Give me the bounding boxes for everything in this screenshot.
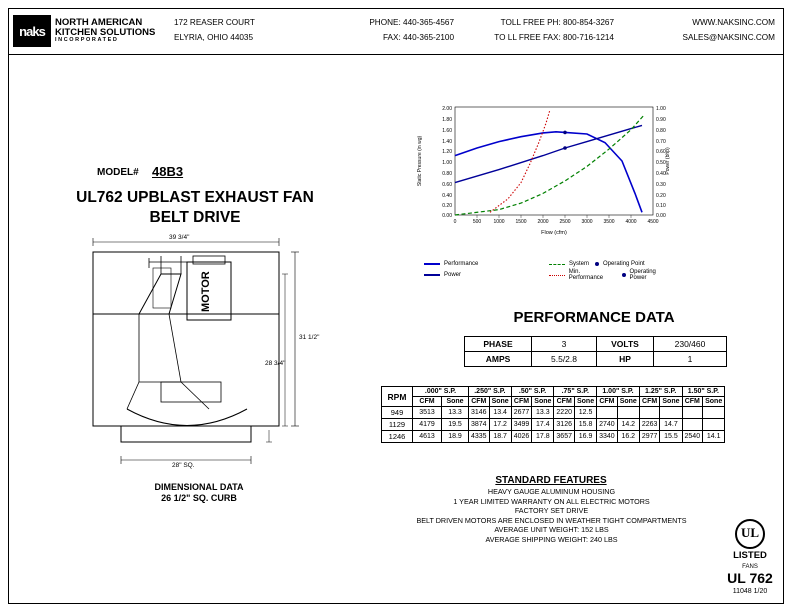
company-logo <box>13 13 158 49</box>
sone-subheader-2: Sone <box>532 397 554 407</box>
legend-label-power: Power <box>444 272 462 278</box>
svg-text:0.50: 0.50 <box>656 160 666 166</box>
table-header-row <box>382 387 725 397</box>
sp-header-0: .000" S.P. <box>413 387 469 397</box>
svg-text:4000: 4000 <box>625 219 637 225</box>
tollfree-phone-line: TOLL FREE PH: 800-854-3267 <box>500 18 614 27</box>
sp-header-5: 1.25" S.P. <box>639 387 682 397</box>
hp-label: HP <box>597 352 654 367</box>
standard-features-title: STANDARD FEATURES <box>495 475 607 486</box>
cell: 16.9 <box>574 431 596 443</box>
cell <box>703 419 725 431</box>
sone-subheader-4: Sone <box>617 397 639 407</box>
sp-header-3: .75" S.P. <box>554 387 597 397</box>
cell: 17.8 <box>532 431 554 443</box>
ul-logo-icon: UL <box>735 519 765 549</box>
company-web <box>649 15 775 45</box>
logo-line-3: INCORPORATED <box>55 37 119 44</box>
product-title-line-1: UL762 UPBLAST EXHAUST FAN <box>76 189 314 206</box>
sp-header-4: 1.00" S.P. <box>597 387 640 397</box>
svg-text:1.60: 1.60 <box>442 128 452 134</box>
cell <box>682 407 703 419</box>
company-phone <box>339 15 454 45</box>
ul-standard-label: UL 762 <box>727 570 773 586</box>
logo-text <box>55 18 155 44</box>
svg-text:1.00: 1.00 <box>656 106 666 112</box>
svg-text:0.00: 0.00 <box>656 213 666 219</box>
svg-text:0.10: 0.10 <box>656 203 666 209</box>
model-label: MODEL# <box>97 167 139 178</box>
svg-text:Power (bhp): Power (bhp) <box>665 147 671 175</box>
ul-fans-label: FANS <box>742 564 758 570</box>
cell: 13.3 <box>532 407 554 419</box>
svg-text:Static Pressure (in wg): Static Pressure (in wg) <box>417 135 423 187</box>
cell: 14.7 <box>660 419 682 431</box>
svg-text:3500: 3500 <box>603 219 615 225</box>
sp-header-2: .50" S.P. <box>511 387 554 397</box>
fan-curve-chart <box>407 101 677 251</box>
svg-text:0.70: 0.70 <box>656 139 666 145</box>
cell: 3126 <box>554 419 575 431</box>
cfm-subheader-2: CFM <box>511 397 532 407</box>
dim-base-label: 28" SQ. <box>172 462 195 469</box>
cell: 2540 <box>682 431 703 443</box>
cell: 2263 <box>639 419 660 431</box>
cell: 2220 <box>554 407 575 419</box>
cell: 2977 <box>639 431 660 443</box>
svg-text:0.90: 0.90 <box>656 117 666 123</box>
fan-curve-svg <box>407 101 677 251</box>
table-row <box>382 407 725 419</box>
svg-text:1000: 1000 <box>493 219 505 225</box>
table-row <box>465 337 727 352</box>
chart-legend <box>424 261 674 283</box>
cell: 17.4 <box>532 419 554 431</box>
svg-text:0.20: 0.20 <box>442 203 452 209</box>
feature-item: HEAVY GAUGE ALUMINUM HOUSING <box>487 487 616 496</box>
svg-text:1.20: 1.20 <box>442 149 452 155</box>
svg-text:0.00: 0.00 <box>442 213 452 219</box>
svg-text:0.60: 0.60 <box>656 149 666 155</box>
cell: 15.8 <box>574 419 596 431</box>
rpm-header: RPM <box>382 387 413 407</box>
product-title-line-2: BELT DRIVE <box>149 209 241 226</box>
document-code: 11048 1/20 <box>732 588 768 595</box>
svg-text:2500: 2500 <box>559 219 571 225</box>
svg-text:2.00: 2.00 <box>442 106 452 112</box>
svg-text:1500: 1500 <box>515 219 527 225</box>
svg-text:Flow (cfm): Flow (cfm) <box>541 230 567 236</box>
cell: 14.1 <box>703 431 725 443</box>
cell: 3499 <box>511 419 532 431</box>
volts-label: VOLTS <box>597 337 654 352</box>
svg-text:3000: 3000 <box>581 219 593 225</box>
cfm-subheader-0: CFM <box>413 397 442 407</box>
sone-subheader-5: Sone <box>660 397 682 407</box>
cell: 4613 <box>413 431 442 443</box>
ul-listed-label: LISTED <box>733 550 767 561</box>
legend-item-power <box>424 269 549 281</box>
legend-label-operating-power: Operating Power <box>629 269 656 281</box>
legend-swatch-system-icon <box>549 264 565 265</box>
svg-text:0.20: 0.20 <box>656 193 666 199</box>
legend-label-operating-point: Operating Point <box>603 261 645 267</box>
cell: 18.9 <box>442 431 469 443</box>
electrical-table <box>464 336 727 367</box>
rpm-value-0: 949 <box>382 407 413 419</box>
legend-swatch-power-icon <box>424 274 440 276</box>
standard-features-list <box>369 487 734 545</box>
sp-header-1: .250" S.P. <box>469 387 512 397</box>
company-address <box>174 15 255 45</box>
feature-item: 1 YEAR LIMITED WARRANTY ON ALL ELECTRIC MOTORS <box>453 496 650 506</box>
sone-subheader-3: Sone <box>574 397 596 407</box>
cell: 3874 <box>469 419 490 431</box>
cell: 2677 <box>511 407 532 419</box>
company-tollfree <box>489 15 614 45</box>
cell: 12.5 <box>574 407 596 419</box>
legend-label-system: System <box>569 261 590 267</box>
svg-text:500: 500 <box>472 219 482 225</box>
document-page <box>8 8 784 604</box>
cell: 16.2 <box>617 431 639 443</box>
fan-elevation-drawing <box>69 234 329 479</box>
cfm-subheader-5: CFM <box>639 397 660 407</box>
sone-subheader-0: Sone <box>442 397 469 407</box>
dim-width-label: 39 3/4" <box>169 234 190 241</box>
svg-text:0: 0 <box>453 219 457 225</box>
cell <box>682 419 703 431</box>
legend-item-min-performance <box>549 269 674 281</box>
cell <box>660 407 682 419</box>
cfm-subheader-3: CFM <box>554 397 575 407</box>
legend-item-system <box>549 261 674 267</box>
logo-line-2: KITCHEN SOLUTIONS <box>55 27 156 39</box>
legend-label-min-performance: Min. Performance <box>568 269 604 281</box>
cell: 15.5 <box>660 431 682 443</box>
cell: 13.4 <box>489 407 511 419</box>
logo-line-1: NORTH AMERICAN <box>55 17 143 29</box>
cell: 4026 <box>511 431 532 443</box>
feature-item: FACTORY SET DRIVE <box>514 506 589 516</box>
logo-mark-icon: naks <box>13 15 51 47</box>
dim-height-right-label: 31 1/2" <box>299 334 320 341</box>
dim-height-left-label: 28 3/4" <box>265 360 286 367</box>
volts-value: 230/460 <box>654 337 727 352</box>
cell: 17.2 <box>489 419 511 431</box>
phase-label: PHASE <box>465 337 532 352</box>
cell: 2740 <box>597 419 618 431</box>
email-line: SALES@NAKSINC.COM <box>682 33 775 42</box>
legend-swatch-operating-point-icon <box>595 262 599 266</box>
cell: 3657 <box>554 431 575 443</box>
cell: 14.2 <box>617 419 639 431</box>
model-value: 48B3 <box>152 164 184 179</box>
legend-swatch-operating-power-icon <box>622 273 626 277</box>
legend-swatch-performance-icon <box>424 263 440 265</box>
legend-swatch-min-performance-icon <box>549 275 565 276</box>
cell <box>703 407 725 419</box>
sp-header-6: 1.50" S.P. <box>682 387 725 397</box>
cell: 4179 <box>413 419 442 431</box>
ul-listing-mark <box>727 519 773 595</box>
tollfree-fax-line: TO LL FREE FAX: 800-716-1214 <box>494 33 614 42</box>
cell: 18.7 <box>489 431 511 443</box>
feature-item: AVERAGE SHIPPING WEIGHT: 240 LBS <box>485 534 618 544</box>
performance-data-title: PERFORMANCE DATA <box>513 309 675 326</box>
fax-line: FAX: 440-365-2100 <box>382 33 454 42</box>
amps-label: AMPS <box>465 352 532 367</box>
svg-text:0.80: 0.80 <box>656 128 666 134</box>
dimensional-data-title: DIMENSIONAL DATA <box>154 482 244 492</box>
dimensional-data-sub: 26 1/2" SQ. CURB <box>161 493 237 503</box>
rpm-value-2: 1246 <box>382 431 413 443</box>
phone-line: PHONE: 440-365-4567 <box>369 18 454 27</box>
sone-subheader-1: Sone <box>489 397 511 407</box>
rpm-value-1: 1129 <box>382 419 413 431</box>
svg-text:0.40: 0.40 <box>656 171 666 177</box>
cell: 3513 <box>413 407 442 419</box>
feature-item: BELT DRIVEN MOTORS ARE ENCLOSED IN WEATHER TIGHT COMPARTMENTS <box>416 515 687 525</box>
svg-text:2000: 2000 <box>537 219 549 225</box>
hp-value: 1 <box>654 352 727 367</box>
table-row <box>382 431 725 443</box>
table-row <box>382 419 725 431</box>
page-header <box>9 9 783 55</box>
rpm-performance-table <box>381 386 725 443</box>
svg-text:4500: 4500 <box>647 219 659 225</box>
cell <box>617 407 639 419</box>
cfm-subheader-1: CFM <box>469 397 490 407</box>
amps-value: 5.5/2.8 <box>532 352 597 367</box>
cell <box>597 407 618 419</box>
svg-text:0.30: 0.30 <box>656 182 666 188</box>
cfm-subheader-6: CFM <box>682 397 703 407</box>
svg-text:0.60: 0.60 <box>442 182 452 188</box>
address-line-1: 172 REASER COURT <box>174 18 255 27</box>
feature-item: AVERAGE UNIT WEIGHT: 152 LBS <box>494 525 609 535</box>
cfm-subheader-4: CFM <box>597 397 618 407</box>
svg-text:1.80: 1.80 <box>442 117 452 123</box>
cell <box>639 407 660 419</box>
address-line-2: ELYRIA, OHIO 44035 <box>174 33 254 42</box>
cell: 13.3 <box>442 407 469 419</box>
legend-label-performance: Performance <box>444 261 479 267</box>
svg-text:1.40: 1.40 <box>442 139 452 145</box>
website-line: WWW.NAKSINC.COM <box>692 18 775 27</box>
product-drawing <box>69 234 329 484</box>
svg-text:1.00: 1.00 <box>442 160 452 166</box>
cell: 3340 <box>597 431 618 443</box>
sone-subheader-6: Sone <box>703 397 725 407</box>
table-row <box>465 352 727 367</box>
svg-text:0.40: 0.40 <box>442 193 452 199</box>
cell: 19.5 <box>442 419 469 431</box>
table-subheader-row <box>382 397 725 407</box>
svg-text:0.80: 0.80 <box>442 171 452 177</box>
svg-text:MOTOR: MOTOR <box>200 271 212 312</box>
cell: 4335 <box>469 431 490 443</box>
legend-item-performance <box>424 261 549 267</box>
phase-value: 3 <box>532 337 597 352</box>
cell: 3146 <box>469 407 490 419</box>
